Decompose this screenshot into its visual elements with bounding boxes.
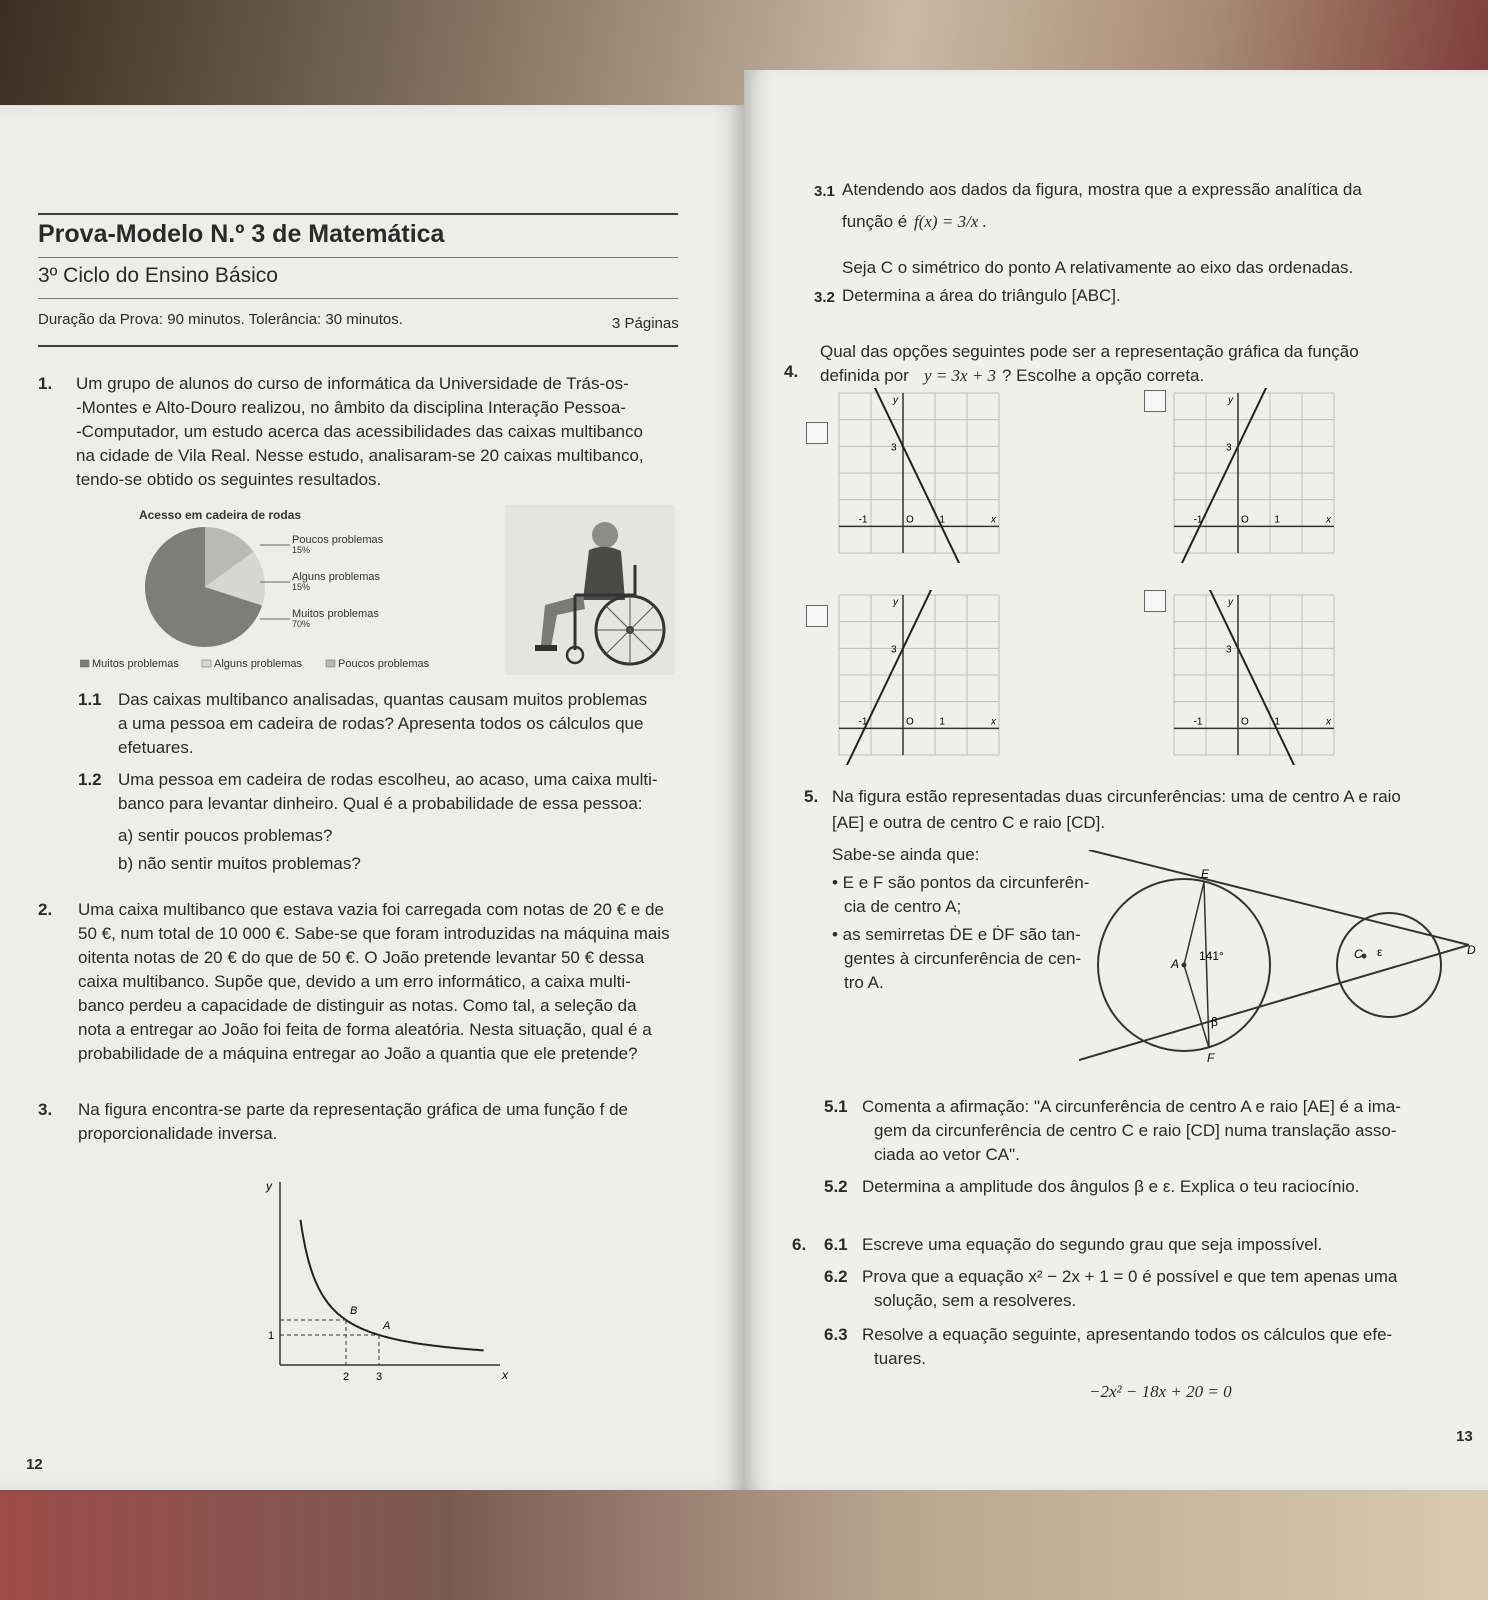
legend-swatch bbox=[80, 660, 89, 667]
exam-duration: Duração da Prova: 90 minutos. Tolerância: 30 minutos. bbox=[38, 311, 403, 328]
y-axis-label: y bbox=[893, 395, 898, 406]
pie-legend bbox=[80, 658, 430, 670]
q3-2-text-line: Seja C o simétrico do ponto A relativamente ao eixo das ordenadas. bbox=[842, 258, 1354, 277]
option-b-checkbox[interactable] bbox=[1144, 390, 1166, 412]
option-c-graph-group bbox=[838, 590, 999, 765]
q5-bullet-line: cia de centro A; bbox=[844, 897, 962, 916]
q4-text-suffix: ? Escolhe a opção correta. bbox=[1002, 366, 1205, 385]
q5-bullet-line: • E e F são pontos da circunferên- bbox=[832, 873, 1090, 892]
q5-text-line: Sabe-se ainda que: bbox=[832, 845, 980, 864]
y-axis-label: y bbox=[266, 1179, 272, 1193]
y-axis-label: y bbox=[1228, 597, 1233, 608]
q5-bullet-line: • as semirretas ḊE e ḊF são tan- bbox=[832, 925, 1081, 944]
q2-text-line: nota a entregar ao João foi feita de forma aleatória. Nesta situação, qual é a bbox=[78, 1020, 652, 1039]
question-number: 5.2 bbox=[824, 1177, 848, 1196]
x-tick-label: 3 bbox=[376, 1371, 383, 1383]
question-number: 1.2 bbox=[78, 770, 102, 789]
q5-bullet-line: gentes à circunferência de cen- bbox=[844, 949, 1082, 968]
option-line bbox=[838, 388, 976, 563]
y-tick-label: 3 bbox=[891, 442, 897, 454]
q5-text-line: Na figura estão representadas duas circunferências: uma de centro A e raio bbox=[832, 787, 1401, 806]
pie-slices bbox=[145, 527, 265, 647]
q4-text-line: Qual das opções seguintes pode ser a representação gráfica da função bbox=[820, 342, 1359, 361]
question-number: 6.2 bbox=[824, 1267, 848, 1286]
label-f: F bbox=[1207, 1051, 1215, 1065]
question-number: 4. bbox=[784, 362, 799, 381]
y-tick-label: 3 bbox=[1226, 644, 1232, 656]
pie-label: Alguns problemas bbox=[292, 571, 381, 583]
origin-label: O bbox=[906, 716, 914, 728]
question-number: 5.1 bbox=[824, 1097, 848, 1116]
legend-label: Muitos problemas bbox=[92, 658, 179, 670]
x-tick-label: 1 bbox=[1274, 514, 1280, 526]
option-a-checkbox[interactable] bbox=[806, 422, 828, 444]
pie-value-label: 15% bbox=[292, 545, 311, 555]
q1-2-option-a: a) sentir poucos problemas? bbox=[118, 826, 333, 845]
page-number: 13 bbox=[1456, 1428, 1473, 1445]
q6-2-text-line: Prova que a equação x² − 2x + 1 = 0 é possível e que tem apenas uma bbox=[862, 1267, 1398, 1286]
label-c: C bbox=[1354, 947, 1363, 961]
origin-label: O bbox=[1241, 716, 1249, 728]
x-tick-label: 1 bbox=[1274, 716, 1280, 728]
origin-label: O bbox=[1241, 514, 1249, 526]
q1-2-text-line: Uma pessoa em cadeira de rodas escolheu, ao acaso, uma caixa multi- bbox=[118, 770, 658, 789]
point-label: B bbox=[350, 1305, 358, 1317]
option-a-graph bbox=[834, 388, 1004, 563]
pie-value-label: 70% bbox=[292, 619, 311, 629]
exam-pages-count: 3 Páginas bbox=[612, 315, 679, 332]
x-tick-label: 1 bbox=[939, 514, 945, 526]
q2-text-line: probabilidade de a máquina entregar ao João a quantia que ele pretende? bbox=[78, 1044, 638, 1063]
point-label: A bbox=[383, 1320, 391, 1332]
q3-2-text-line: Determina a área do triângulo [ABC]. bbox=[842, 286, 1121, 305]
question-number: 3.1 bbox=[814, 183, 835, 200]
label-a: A bbox=[1171, 957, 1180, 971]
left-page bbox=[0, 105, 744, 1490]
x-tick-label: -1 bbox=[858, 716, 868, 728]
circles-figure bbox=[1079, 850, 1484, 1085]
question-number: 3. bbox=[38, 1100, 53, 1119]
q1-text-line: na cidade de Vila Real. Nesse estudo, analisaram-se 20 caixas multibanco, bbox=[76, 446, 644, 465]
q2-text-line: banco perdeu a capacidade de distinguir as notas. Como tal, a seleção da bbox=[78, 996, 637, 1015]
y-axis-label: y bbox=[1228, 395, 1233, 406]
tangent-de bbox=[1089, 850, 1469, 945]
q6-3-text-line: Resolve a equação seguinte, apresentando todos os cálculos que efe- bbox=[862, 1325, 1393, 1344]
y-tick-label: 3 bbox=[1226, 442, 1232, 454]
option-b-graph-group bbox=[1173, 388, 1334, 563]
x-tick-label: 1 bbox=[939, 716, 945, 728]
legend-swatch bbox=[202, 660, 211, 667]
circle-c bbox=[1337, 913, 1441, 1017]
q2-text-line: 50 €, num total de 10 000 €. Sabe-se que foram introduzidas na máquina mais bbox=[78, 924, 670, 943]
x-axis-label: x bbox=[502, 1368, 508, 1382]
label-angle: 141° bbox=[1199, 949, 1224, 963]
x-axis-label: x bbox=[991, 716, 996, 728]
right-page bbox=[744, 70, 1488, 1490]
label-d: D bbox=[1467, 943, 1476, 957]
inverse-function-graph bbox=[230, 1170, 530, 1390]
option-c-graph bbox=[834, 590, 1004, 765]
y-tick-label: 1 bbox=[268, 1330, 275, 1342]
q1-text-line: -Montes e Alto-Douro realizou, no âmbito da disciplina Interação Pessoa- bbox=[76, 398, 626, 417]
q1-text-line: tendo-se obtido os seguintes resultados. bbox=[76, 470, 382, 489]
q1-2-text-line: banco para levantar dinheiro. Qual é a probabilidade de essa pessoa: bbox=[118, 794, 643, 813]
x-tick-label: -1 bbox=[858, 514, 868, 526]
q3-text-line: proporcionalidade inversa. bbox=[78, 1124, 278, 1143]
q6-2-text-line: solução, sem a resolveres. bbox=[874, 1291, 1077, 1310]
q3-1-text-line: Atendendo aos dados da figura, mostra que a expressão analítica da bbox=[842, 180, 1362, 199]
pie-title: Acesso em cadeira de rodas bbox=[138, 508, 302, 522]
question-number: 1.1 bbox=[78, 690, 102, 709]
y-tick-label: 3 bbox=[891, 644, 897, 656]
question-number: 3.2 bbox=[814, 289, 835, 306]
q3-1-text-prefix: função é bbox=[842, 212, 908, 231]
question-number: 1. bbox=[38, 374, 53, 393]
legend-label: Poucos problemas bbox=[338, 658, 430, 670]
tangent-df bbox=[1079, 945, 1469, 1060]
function-curve bbox=[301, 1220, 484, 1351]
question-number: 5. bbox=[804, 787, 819, 806]
pie-value-label: 15% bbox=[292, 582, 311, 592]
x-tick-label: 2 bbox=[343, 1371, 350, 1383]
option-line bbox=[1173, 590, 1311, 765]
q6-3-equation: −2x² − 18x + 20 = 0 bbox=[1089, 1382, 1232, 1401]
q1-text-line: -Computador, um estudo acerca das acessibilidades das caixas multibanco bbox=[76, 422, 643, 441]
option-c-checkbox[interactable] bbox=[806, 605, 828, 627]
q1-1-text-line: efetuares. bbox=[118, 738, 194, 757]
q5-bullet-line: tro A. bbox=[844, 973, 884, 992]
pie-label: Poucos problemas bbox=[292, 534, 384, 546]
q3-1-formula: f(x) = 3/x . bbox=[914, 212, 987, 231]
option-b-graph bbox=[1169, 388, 1339, 563]
wheelchair-photo bbox=[505, 505, 675, 675]
question-number: 6.1 bbox=[824, 1235, 848, 1254]
q4-formula: y = 3x + 3 bbox=[924, 366, 997, 385]
q4-text-prefix: definida por bbox=[820, 366, 909, 385]
question-number: 2. bbox=[38, 900, 53, 919]
option-d-graph bbox=[1169, 590, 1339, 765]
x-axis-label: x bbox=[1326, 716, 1331, 728]
q2-text-line: caixa multibanco. Supõe que, devido a um erro informático, a caixa multi- bbox=[78, 972, 631, 991]
option-line bbox=[1173, 388, 1311, 563]
label-epsilon: ε bbox=[1377, 945, 1383, 959]
q6-3-text-line: tuares. bbox=[874, 1349, 926, 1368]
option-a-graph-group bbox=[838, 388, 999, 563]
radius-af bbox=[1184, 965, 1209, 1048]
option-d-graph-group bbox=[1173, 590, 1334, 765]
exam-title: Prova-Modelo N.º 3 de Matemática bbox=[38, 220, 445, 248]
rule bbox=[38, 345, 678, 347]
q5-text-line: [AE] e outra de centro C e raio [CD]. bbox=[832, 813, 1106, 832]
pie-label: Muitos problemas bbox=[292, 608, 379, 620]
rule bbox=[38, 298, 678, 299]
legend-swatch bbox=[326, 660, 335, 667]
center-a bbox=[1182, 963, 1187, 968]
x-tick-label: -1 bbox=[1193, 514, 1203, 526]
x-tick-label: -1 bbox=[1193, 716, 1203, 728]
q1-2-option-b: b) não sentir muitos problemas? bbox=[118, 854, 361, 873]
x-axis-label: x bbox=[991, 514, 996, 526]
q3-text-line: Na figura encontra-se parte da representação gráfica de uma função f de bbox=[78, 1100, 629, 1119]
rule bbox=[38, 257, 678, 258]
q6-1-text: Escreve uma equação do segundo grau que seja impossível. bbox=[862, 1235, 1323, 1254]
pie-labels bbox=[260, 534, 384, 629]
q5-2-text: Determina a amplitude dos ângulos β e ε. Explica o teu raciocínio. bbox=[862, 1177, 1360, 1196]
label-e: E bbox=[1201, 867, 1210, 881]
q1-1-text-line: Das caixas multibanco analisadas, quantas causam muitos problemas bbox=[118, 690, 648, 709]
page-number: 12 bbox=[26, 1456, 43, 1473]
inverse-graph-group bbox=[265, 1179, 509, 1383]
pie-chart bbox=[80, 505, 540, 675]
q5-1-text-line: ciada ao vetor CA". bbox=[874, 1145, 1020, 1164]
q2-text-line: Uma caixa multibanco que estava vazia foi carregada com notas de 20 € e de bbox=[78, 900, 664, 919]
label-beta: β bbox=[1211, 1015, 1218, 1029]
question-number: 6.3 bbox=[824, 1325, 848, 1344]
option-d-checkbox[interactable] bbox=[1144, 590, 1166, 612]
rule bbox=[38, 213, 678, 215]
legend-label: Alguns problemas bbox=[214, 658, 303, 670]
exam-subtitle: 3º Ciclo do Ensino Básico bbox=[38, 264, 278, 287]
q2-text-line: oitenta notas de 20 € do que de 50 €. O João pretende levantar 50 € dessa bbox=[78, 948, 645, 967]
origin-label: O bbox=[906, 514, 914, 526]
q1-1-text-line: a uma pessoa em cadeira de rodas? Apresenta todos os cálculos que bbox=[118, 714, 644, 733]
q5-1-text-line: gem da circunferência de centro C e raio [CD] numa translação asso- bbox=[874, 1121, 1397, 1140]
question-number: 6. bbox=[792, 1235, 807, 1254]
y-axis-label: y bbox=[893, 597, 898, 608]
option-line bbox=[838, 590, 976, 765]
q5-1-text-line: Comenta a afirmação: "A circunferência de centro A e raio [AE] é a ima- bbox=[862, 1097, 1401, 1116]
q1-text-line: Um grupo de alunos do curso de informática da Universidade de Trás-os- bbox=[76, 374, 629, 393]
x-axis-label: x bbox=[1326, 514, 1331, 526]
